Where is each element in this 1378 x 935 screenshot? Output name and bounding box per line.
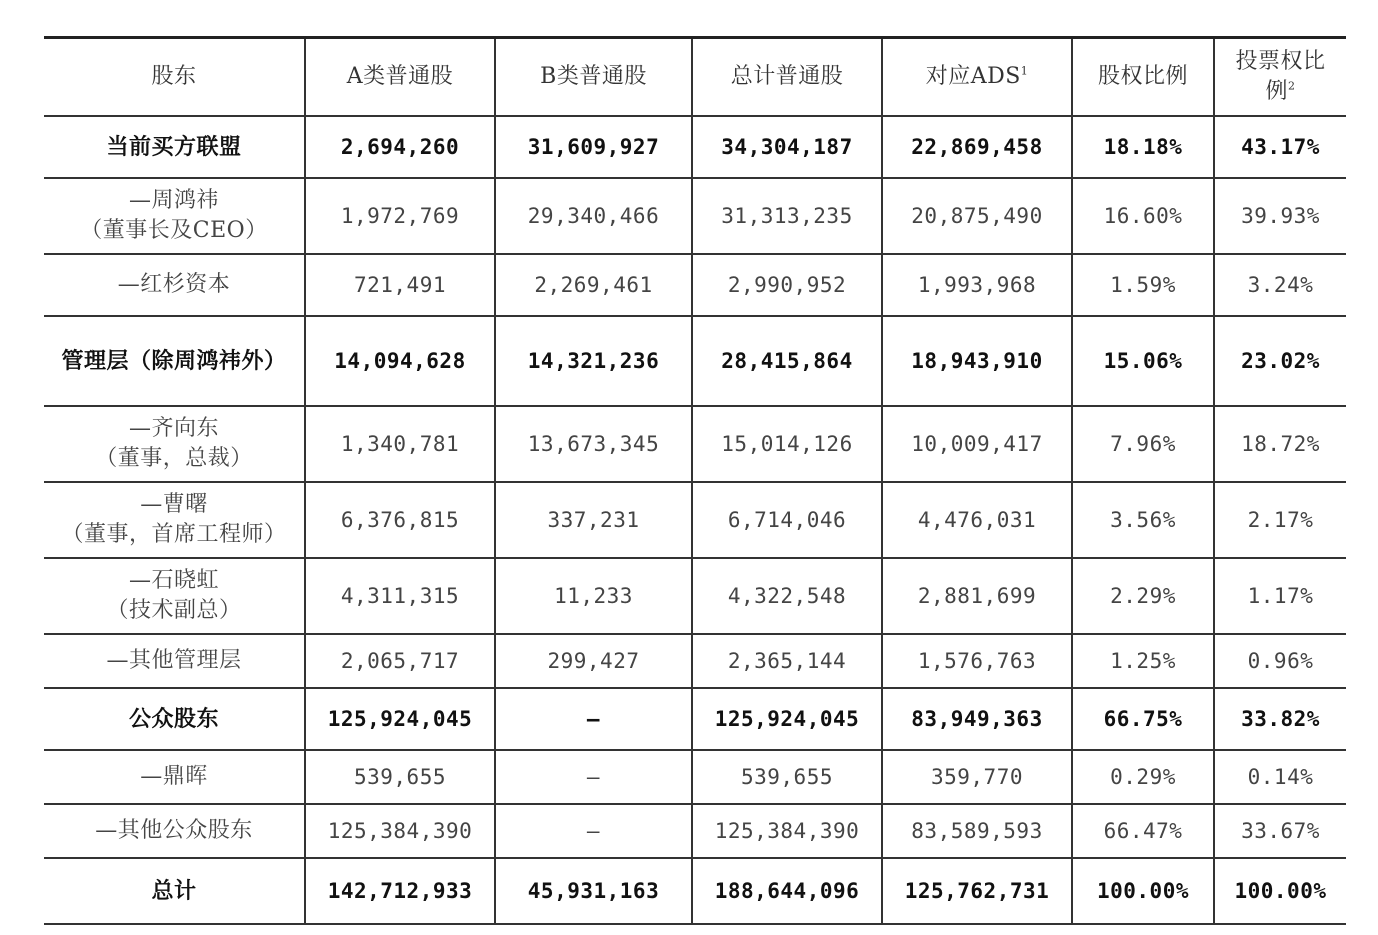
equity-ratio-cell: 7.96% bbox=[1072, 406, 1214, 482]
ads-cell: 4,476,031 bbox=[882, 482, 1072, 558]
header-voting-line1: 投票权比 bbox=[1235, 49, 1326, 74]
shareholder-name-cell bbox=[44, 634, 305, 688]
shareholder-name-cell bbox=[44, 254, 305, 316]
shareholder-name-cell bbox=[44, 482, 305, 558]
table-row bbox=[44, 406, 1346, 482]
class-a-cell: 4,311,315 bbox=[305, 558, 495, 634]
total-shares-cell: 125,384,390 bbox=[692, 804, 882, 858]
shareholder-name: —石晓虹 bbox=[128, 568, 219, 593]
shareholder-name: —鼎晖 bbox=[140, 764, 208, 789]
total-shares-cell: 4,322,548 bbox=[692, 558, 882, 634]
table-row bbox=[44, 750, 1346, 804]
table-header-row bbox=[44, 38, 1346, 117]
table-row bbox=[44, 178, 1346, 254]
equity-ratio-cell: 1.25% bbox=[1072, 634, 1214, 688]
shareholder-name-cell bbox=[44, 858, 305, 924]
ads-cell: 83,589,593 bbox=[882, 804, 1072, 858]
voting-ratio-cell: 18.72% bbox=[1214, 406, 1346, 482]
shareholder-name: —曹曙 bbox=[140, 492, 208, 517]
shareholder-name: 总计 bbox=[151, 878, 197, 904]
table-row bbox=[44, 254, 1346, 316]
table-row bbox=[44, 634, 1346, 688]
class-a-cell: 2,694,260 bbox=[305, 116, 495, 178]
shareholder-name: 管理层（除周鸿祎外） bbox=[61, 348, 287, 374]
shareholder-role: （董事，首席工程师） bbox=[61, 522, 287, 547]
voting-ratio-cell: 23.02% bbox=[1214, 316, 1346, 406]
shareholder-name-cell bbox=[44, 116, 305, 178]
total-shares-cell: 6,714,046 bbox=[692, 482, 882, 558]
class-b-cell: — bbox=[495, 688, 692, 750]
shareholder-name-cell bbox=[44, 178, 305, 254]
equity-ratio-cell: 15.06% bbox=[1072, 316, 1214, 406]
table-row bbox=[44, 482, 1346, 558]
voting-ratio-cell: 39.93% bbox=[1214, 178, 1346, 254]
class-a-cell: 539,655 bbox=[305, 750, 495, 804]
class-b-cell: 31,609,927 bbox=[495, 116, 692, 178]
header-total-shares: 总计普通股 bbox=[692, 38, 882, 117]
total-shares-cell: 15,014,126 bbox=[692, 406, 882, 482]
shareholder-role: （董事长及CEO） bbox=[80, 218, 268, 243]
table-row bbox=[44, 688, 1346, 750]
equity-ratio-cell: 0.29% bbox=[1072, 750, 1214, 804]
ads-cell: 1,576,763 bbox=[882, 634, 1072, 688]
header-voting-ratio bbox=[1214, 38, 1346, 117]
class-a-cell: 721,491 bbox=[305, 254, 495, 316]
header-ads-label: 对应ADS bbox=[925, 64, 1021, 89]
voting-ratio-cell: 0.96% bbox=[1214, 634, 1346, 688]
shareholder-name: —红杉资本 bbox=[117, 272, 231, 297]
class-b-cell: 11,233 bbox=[495, 558, 692, 634]
class-b-cell: 45,931,163 bbox=[495, 858, 692, 924]
voting-ratio-cell: 100.00% bbox=[1214, 858, 1346, 924]
equity-ratio-cell: 1.59% bbox=[1072, 254, 1214, 316]
class-a-cell: 2,065,717 bbox=[305, 634, 495, 688]
ads-cell: 1,993,968 bbox=[882, 254, 1072, 316]
shareholding-table bbox=[44, 36, 1346, 925]
shareholder-name: —其他管理层 bbox=[106, 648, 242, 673]
equity-ratio-cell: 100.00% bbox=[1072, 858, 1214, 924]
header-class-a: A类普通股 bbox=[305, 38, 495, 117]
table-row bbox=[44, 116, 1346, 178]
total-shares-cell: 2,990,952 bbox=[692, 254, 882, 316]
total-shares-cell: 31,313,235 bbox=[692, 178, 882, 254]
shareholder-name-cell bbox=[44, 558, 305, 634]
ads-cell: 359,770 bbox=[882, 750, 1072, 804]
shareholder-name: 公众股东 bbox=[128, 706, 219, 732]
header-voting-footnote: 2 bbox=[1288, 79, 1296, 93]
total-shares-cell: 539,655 bbox=[692, 750, 882, 804]
class-a-cell: 1,972,769 bbox=[305, 178, 495, 254]
header-voting-line2 bbox=[1219, 77, 1342, 107]
ads-cell: 125,762,731 bbox=[882, 858, 1072, 924]
equity-ratio-cell: 66.75% bbox=[1072, 688, 1214, 750]
class-a-cell: 6,376,815 bbox=[305, 482, 495, 558]
shareholder-name: —其他公众股东 bbox=[95, 818, 253, 843]
shareholder-name-cell bbox=[44, 316, 305, 406]
ads-cell: 18,943,910 bbox=[882, 316, 1072, 406]
equity-ratio-cell: 2.29% bbox=[1072, 558, 1214, 634]
voting-ratio-cell: 43.17% bbox=[1214, 116, 1346, 178]
shareholder-name-cell bbox=[44, 688, 305, 750]
voting-ratio-cell: 0.14% bbox=[1214, 750, 1346, 804]
ads-cell: 2,881,699 bbox=[882, 558, 1072, 634]
table-row bbox=[44, 558, 1346, 634]
equity-ratio-cell: 3.56% bbox=[1072, 482, 1214, 558]
header-ads bbox=[882, 38, 1072, 117]
class-a-cell: 1,340,781 bbox=[305, 406, 495, 482]
class-b-cell: 337,231 bbox=[495, 482, 692, 558]
ads-cell: 10,009,417 bbox=[882, 406, 1072, 482]
class-a-cell: 14,094,628 bbox=[305, 316, 495, 406]
class-b-cell: 2,269,461 bbox=[495, 254, 692, 316]
class-b-cell: 13,673,345 bbox=[495, 406, 692, 482]
ads-cell: 22,869,458 bbox=[882, 116, 1072, 178]
total-shares-cell: 188,644,096 bbox=[692, 858, 882, 924]
total-shares-cell: 125,924,045 bbox=[692, 688, 882, 750]
shareholder-name: 当前买方联盟 bbox=[106, 134, 242, 160]
class-a-cell: 125,924,045 bbox=[305, 688, 495, 750]
class-b-cell: — bbox=[495, 804, 692, 858]
table-row bbox=[44, 804, 1346, 858]
equity-ratio-cell: 66.47% bbox=[1072, 804, 1214, 858]
total-shares-cell: 34,304,187 bbox=[692, 116, 882, 178]
total-shares-cell: 28,415,864 bbox=[692, 316, 882, 406]
class-b-cell: — bbox=[495, 750, 692, 804]
shareholder-role: （技术副总） bbox=[106, 598, 242, 623]
equity-ratio-cell: 18.18% bbox=[1072, 116, 1214, 178]
voting-ratio-cell: 1.17% bbox=[1214, 558, 1346, 634]
class-b-cell: 29,340,466 bbox=[495, 178, 692, 254]
header-equity-ratio: 股权比例 bbox=[1072, 38, 1214, 117]
shareholder-name: —齐向东 bbox=[128, 416, 219, 441]
header-shareholder: 股东 bbox=[44, 38, 305, 117]
table-row bbox=[44, 858, 1346, 924]
voting-ratio-cell: 3.24% bbox=[1214, 254, 1346, 316]
class-b-cell: 14,321,236 bbox=[495, 316, 692, 406]
class-b-cell: 299,427 bbox=[495, 634, 692, 688]
shareholding-table-container bbox=[44, 36, 1346, 925]
voting-ratio-cell: 2.17% bbox=[1214, 482, 1346, 558]
shareholder-name-cell bbox=[44, 750, 305, 804]
shareholder-role: （董事，总裁） bbox=[95, 446, 253, 471]
voting-ratio-cell: 33.82% bbox=[1214, 688, 1346, 750]
header-ads-footnote: 1 bbox=[1020, 64, 1029, 78]
class-a-cell: 142,712,933 bbox=[305, 858, 495, 924]
total-shares-cell: 2,365,144 bbox=[692, 634, 882, 688]
header-class-b: B类普通股 bbox=[495, 38, 692, 117]
voting-ratio-cell: 33.67% bbox=[1214, 804, 1346, 858]
header-voting-line2-text: 例 bbox=[1265, 79, 1288, 104]
equity-ratio-cell: 16.60% bbox=[1072, 178, 1214, 254]
table-row bbox=[44, 316, 1346, 406]
shareholder-name: —周鸿祎 bbox=[128, 188, 219, 213]
table-body bbox=[44, 116, 1346, 924]
shareholder-name-cell bbox=[44, 406, 305, 482]
shareholder-name-cell bbox=[44, 804, 305, 858]
ads-cell: 83,949,363 bbox=[882, 688, 1072, 750]
ads-cell: 20,875,490 bbox=[882, 178, 1072, 254]
class-a-cell: 125,384,390 bbox=[305, 804, 495, 858]
